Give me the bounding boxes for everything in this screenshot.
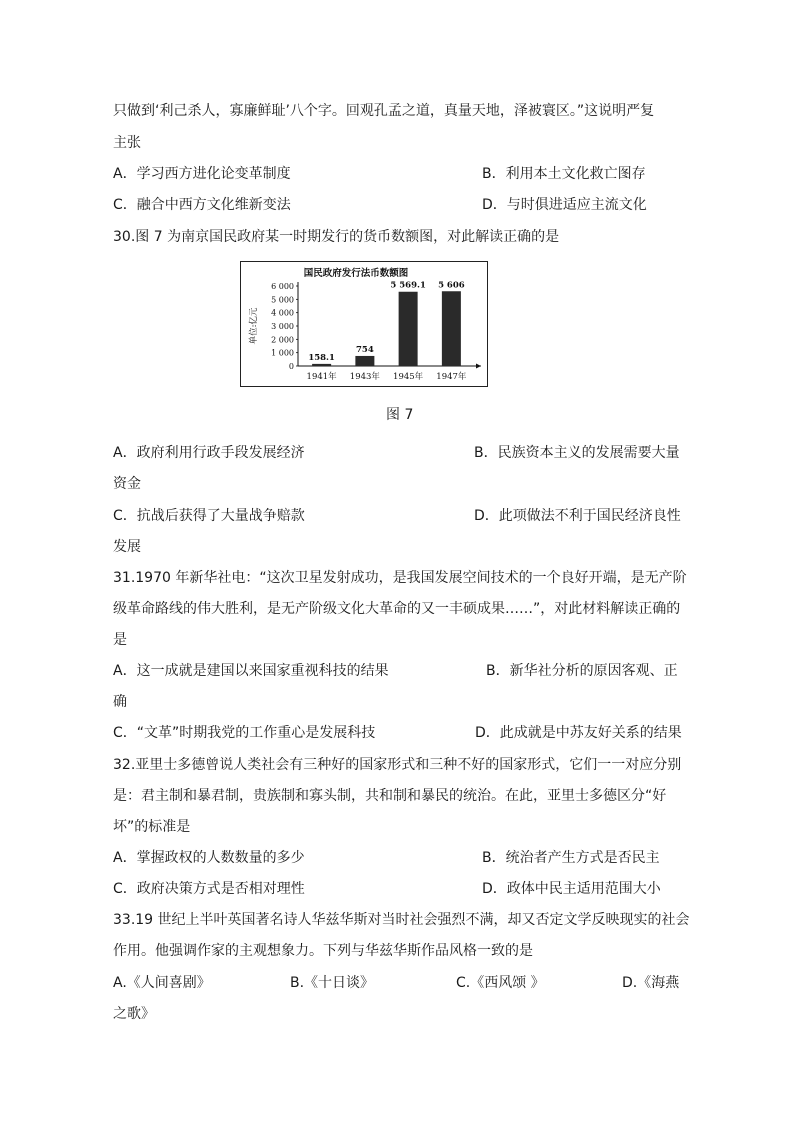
bar bbox=[312, 364, 331, 366]
bar bbox=[399, 292, 418, 366]
q30-option-d-cont: 发展 bbox=[113, 539, 141, 555]
q32-option-d: D．政体中民主适用范围大小 bbox=[482, 881, 661, 897]
x-axis-arrow bbox=[476, 364, 481, 369]
x-tick-label: 1945年 bbox=[393, 372, 424, 382]
y-tick-label: 0 bbox=[288, 362, 294, 371]
q30-option-c: C．抗战后获得了大量战争赔款 bbox=[113, 508, 305, 524]
q33-option-d: D.《海燕 bbox=[622, 975, 680, 991]
q30-stem: 30.图 7 为南京国民政府某一时期发行的货币数额图，对此解读正确的是 bbox=[113, 229, 560, 245]
figure-caption: 图 7 bbox=[386, 407, 414, 423]
q31-stem-line1: 31.1970 年新华社电：“这次卫星发射成功，是我国发展空间技术的一个良好开端，是无产阶 bbox=[113, 570, 687, 586]
x-tick-label: 1943年 bbox=[349, 372, 380, 382]
q33-stem-line1: 33.19 世纪上半叶英国著名诗人华兹华斯对当时社会强烈不满，却又否定文学反映现实的社会 bbox=[113, 912, 690, 928]
q31-option-d: D．此成就是中苏友好关系的结果 bbox=[475, 725, 682, 741]
q29-option-c: C．融合中西方文化维新变法 bbox=[113, 197, 291, 213]
bar bbox=[355, 356, 374, 366]
x-tick-label: 1947年 bbox=[436, 372, 467, 382]
q30-option-b: B．民族资本主义的发展需要大量 bbox=[474, 445, 680, 461]
q32-stem-line1: 32.亚里士多德曾说人类社会有三种好的国家形式和三种不好的国家形式，它们一一对应分别 bbox=[113, 757, 682, 773]
q31-option-b-cont: 确 bbox=[113, 694, 127, 710]
y-tick-label: 4 000 bbox=[271, 308, 294, 318]
q29-option-d: D．与时俱进适应主流文化 bbox=[482, 197, 647, 213]
bar-value-label: 158.1 bbox=[308, 352, 335, 363]
q30-option-b-cont: 资金 bbox=[113, 476, 141, 492]
q29-option-b: B．利用本土文化救亡图存 bbox=[482, 166, 646, 182]
q32-option-b: B．统治者产生方式是否民主 bbox=[482, 850, 660, 866]
q31-option-b: B．新华社分析的原因客观、正 bbox=[486, 663, 678, 679]
q30-option-a: A．政府利用行政手段发展经济 bbox=[113, 445, 305, 461]
bar-value-label: 5 606 bbox=[438, 280, 465, 291]
q33-stem-line2: 作用。他强调作家的主观想象力。下列与华兹华斯作品风格一致的是 bbox=[113, 943, 533, 959]
q29-stem-line2: 主张 bbox=[113, 135, 141, 151]
q33-option-d-cont: 之歌》 bbox=[113, 1006, 155, 1022]
q29-stem-line1: 只做到‘利己杀人，寡廉鲜耻’八个字。回观孔孟之道，真量天地，泽被寰区。”这说明严复 bbox=[113, 103, 655, 119]
q33-option-c: C.《西风颂 》 bbox=[456, 975, 545, 991]
bar bbox=[442, 291, 461, 366]
q33-option-a: A.《人间喜剧》 bbox=[113, 975, 211, 991]
x-tick-label: 1941年 bbox=[306, 372, 337, 382]
chart-title: 国民政府发行法币数额图 bbox=[303, 268, 409, 279]
q30-option-d: D．此项做法不利于国民经济良性 bbox=[474, 508, 681, 524]
q31-option-c: C．“文革”时期我党的工作重心是发展科技 bbox=[113, 725, 376, 741]
q29-option-a: A．学习西方进化论变革制度 bbox=[113, 166, 291, 182]
q32-stem-line3: 坏”的标准是 bbox=[113, 819, 191, 835]
q32-stem-line2: 是：君主制和暴君制，贵族制和寡头制，共和制和暴民的统治。在此，亚里士多德区分“好 bbox=[113, 788, 667, 804]
y-tick-label: 3 000 bbox=[271, 322, 294, 331]
q31-option-a: A．这一成就是建国以来国家重视科技的结果 bbox=[113, 663, 389, 679]
y-tick-label: 5 000 bbox=[271, 295, 294, 305]
figure-7-chart bbox=[240, 261, 488, 387]
bar-value-label: 5 569.1 bbox=[390, 280, 426, 291]
bar-chart bbox=[241, 262, 487, 386]
q31-stem-line3: 是 bbox=[113, 632, 127, 648]
y-axis-label: 单位:亿元 bbox=[249, 307, 259, 345]
y-tick-label: 1 000 bbox=[271, 348, 294, 358]
q31-stem-line2: 级革命路线的伟大胜利，是无产阶级文化大革命的又一丰硕成果……”，对此材料解读正确的 bbox=[113, 601, 681, 617]
q32-option-a: A．掌握政权的人数数量的多少 bbox=[113, 850, 305, 866]
y-tick-label: 2 000 bbox=[271, 335, 294, 345]
y-tick-label: 6 000 bbox=[271, 282, 294, 291]
q32-option-c: C．政府决策方式是否相对理性 bbox=[113, 881, 305, 897]
bar-value-label: 754 bbox=[356, 344, 374, 355]
q33-option-b: B.《十日谈》 bbox=[290, 975, 375, 991]
